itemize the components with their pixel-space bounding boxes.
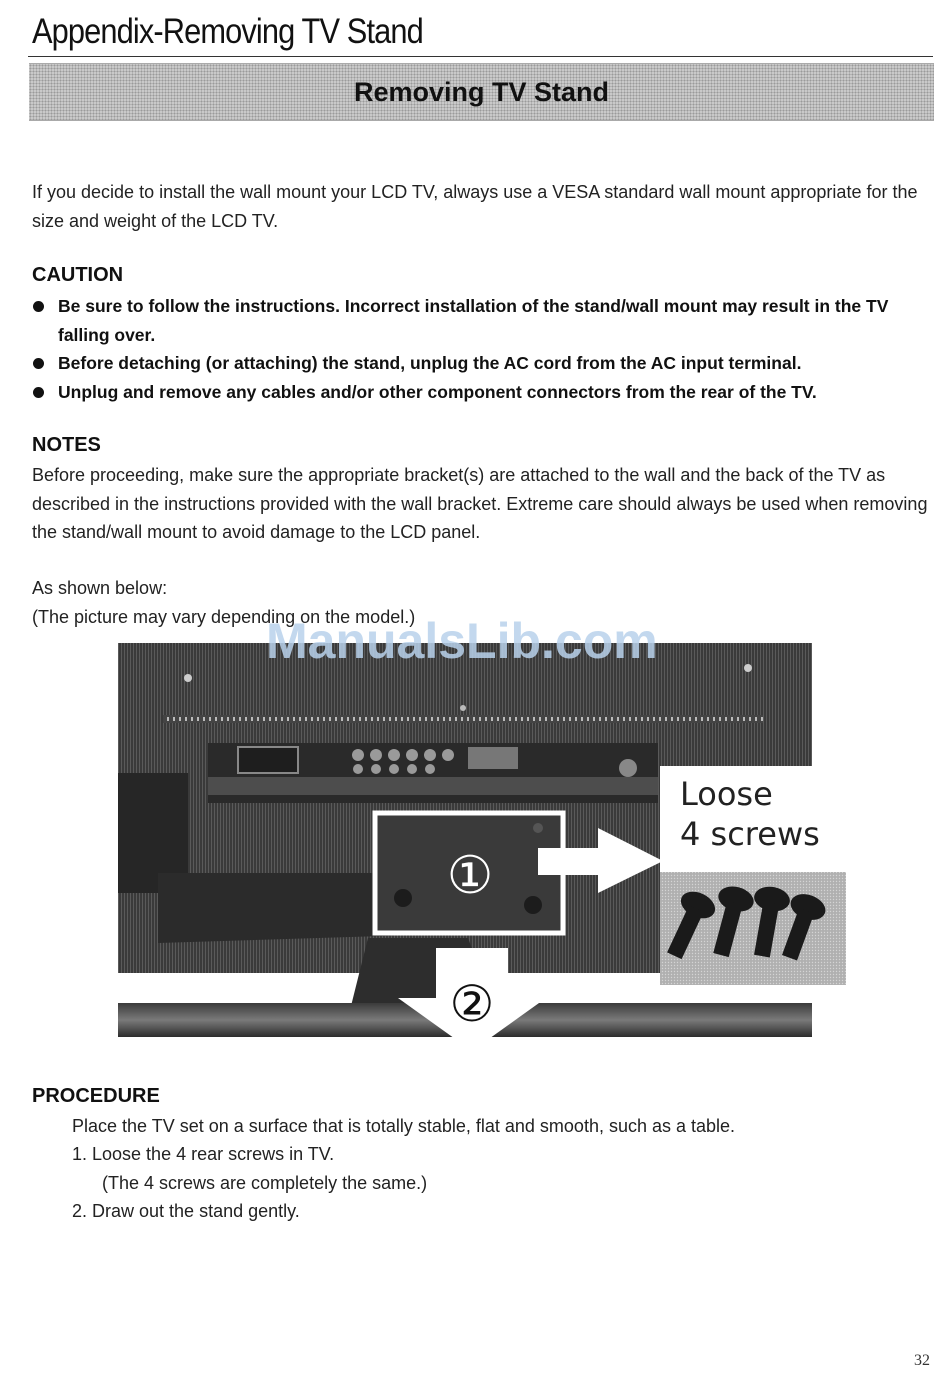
mount-hole [744, 664, 752, 672]
page-number: 32 [914, 1352, 930, 1369]
figure-intro-line2: (The picture may vary depending on the model.) [32, 606, 416, 627]
section-banner [29, 63, 934, 121]
caution-list [32, 292, 937, 406]
caution-item-text: Be sure to follow the instructions. Incorrect installation of the stand/wall mount may result in the TV falling over. [58, 296, 889, 345]
section-banner-title: Removing TV Stand [353, 76, 610, 107]
marker-1: ① [446, 846, 494, 906]
bullet-icon [33, 387, 44, 398]
watermark: ManualsLib.com [266, 613, 658, 669]
mount-hole [460, 705, 466, 711]
procedure-step-1-note: (The 4 screws are completely the same.) [102, 1173, 428, 1193]
page-title: Appendix-Removing TV Stand [32, 12, 423, 51]
screw [524, 896, 542, 914]
mount-hole [184, 674, 192, 682]
caution-item [32, 349, 937, 378]
header-divider [28, 56, 933, 57]
procedure-step-1: 1. Loose the 4 rear screws in TV. [72, 1144, 335, 1164]
vent-grille [163, 715, 763, 723]
intro-paragraph: If you decide to install the wall mount your LCD TV, always use a VESA standard wall mount appropriate for the size and weight of the LCD TV. [32, 182, 918, 231]
notes-heading: NOTES [32, 434, 101, 456]
procedure-step-2: 2. Draw out the stand gently. [72, 1201, 300, 1221]
procedure-heading: PROCEDURE [32, 1085, 160, 1107]
bullet-icon [33, 358, 44, 369]
caution-item-text: Before detaching (or attaching) the stand, unplug the AC cord from the AC input terminal. [58, 353, 802, 373]
procedure-intro: Place the TV set on a surface that is totally stable, flat and smooth, such as a table. [72, 1116, 736, 1136]
caution-item-text: Unplug and remove any cables and/or other component connectors from the rear of the TV. [58, 381, 817, 402]
bullet-icon [33, 301, 44, 312]
tv-stand-removal-figure [118, 643, 846, 1053]
caution-item [32, 378, 937, 407]
notes-paragraph: Before proceeding, make sure the appropriate bracket(s) are attached to the wall and the back of the TV as described in the instructions provided with the wall bracket. Extreme care should always be used when removing the stand/wall mount to avoid damage to the LCD panel. [32, 465, 928, 542]
marker-2: ② [449, 975, 495, 1033]
callout-line2: 4 screws [680, 815, 820, 853]
callout-line1: Loose [680, 775, 773, 813]
caution-item [32, 292, 937, 349]
screw [533, 823, 543, 833]
screw [394, 889, 412, 907]
caution-heading: CAUTION [32, 264, 124, 286]
figure-intro-line1: As shown below: [32, 578, 168, 598]
